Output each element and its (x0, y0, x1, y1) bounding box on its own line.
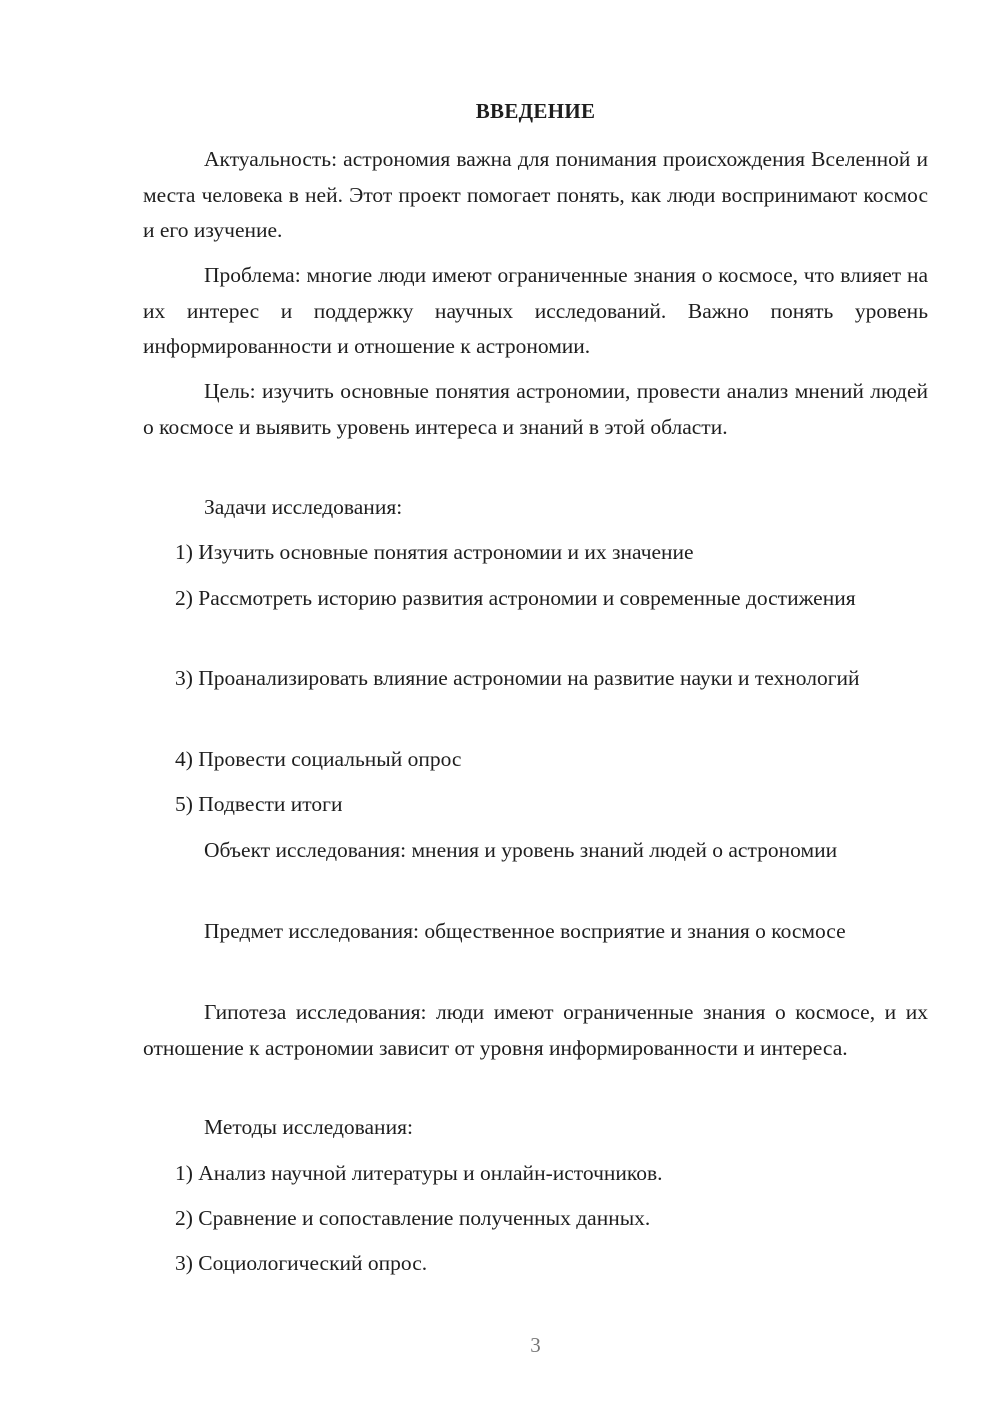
task-item-1: 1) Изучить основные понятия астрономии и их значение (175, 540, 694, 564)
document-page (143, 0, 928, 1414)
methods-title: Методы исследования: (204, 1115, 413, 1139)
page-title: ВВЕДЕНИЕ (475, 99, 596, 123)
subject-paragraph: Предмет исследования: общественное восприятие и знания о космосе (204, 919, 846, 943)
page-number: 3 (530, 1333, 541, 1357)
object-paragraph: Объект исследования: мнения и уровень знаний людей о астрономии (204, 838, 838, 862)
task-item-5: 5) Подвести итоги (175, 792, 343, 816)
method-item-1: 1) Анализ научной литературы и онлайн-источников. (175, 1161, 663, 1185)
task-item-2: 2) Рассмотреть историю развития астрономии и современные достижения (175, 586, 856, 610)
method-item-3: 3) Социологический опрос. (175, 1251, 428, 1275)
task-item-3: 3) Проанализировать влияние астрономии на развитие науки и технологий (175, 666, 860, 690)
tasks-title: Задачи исследования: (204, 495, 403, 519)
problem-paragraph: Проблема: многие люди имеют ограниченные знания о космосе, что влияет на их интерес и поддержку научных исследований. Важно понять уровень информированности и отношение к астрономии. (143, 263, 928, 358)
relevance-paragraph: Актуальность: астрономия важна для понимания происхождения Вселенной и места человека в ней. Этот проект помогает понять, как люди воспринимают космос и его изучение. (143, 147, 928, 242)
task-item-4: 4) Провести социальный опрос (175, 747, 462, 771)
hypothesis-paragraph: Гипотеза исследования: люди имеют ограниченные знания о космосе, и их отношение к астрономии зависит от уровня информированности и интереса. (143, 1000, 928, 1060)
method-item-2: 2) Сравнение и сопоставление полученных данных. (175, 1206, 651, 1230)
goal-paragraph: Цель: изучить основные понятия астрономии, провести анализ мнений людей о космосе и выявить уровень интереса и знаний в этой области. (143, 379, 928, 439)
